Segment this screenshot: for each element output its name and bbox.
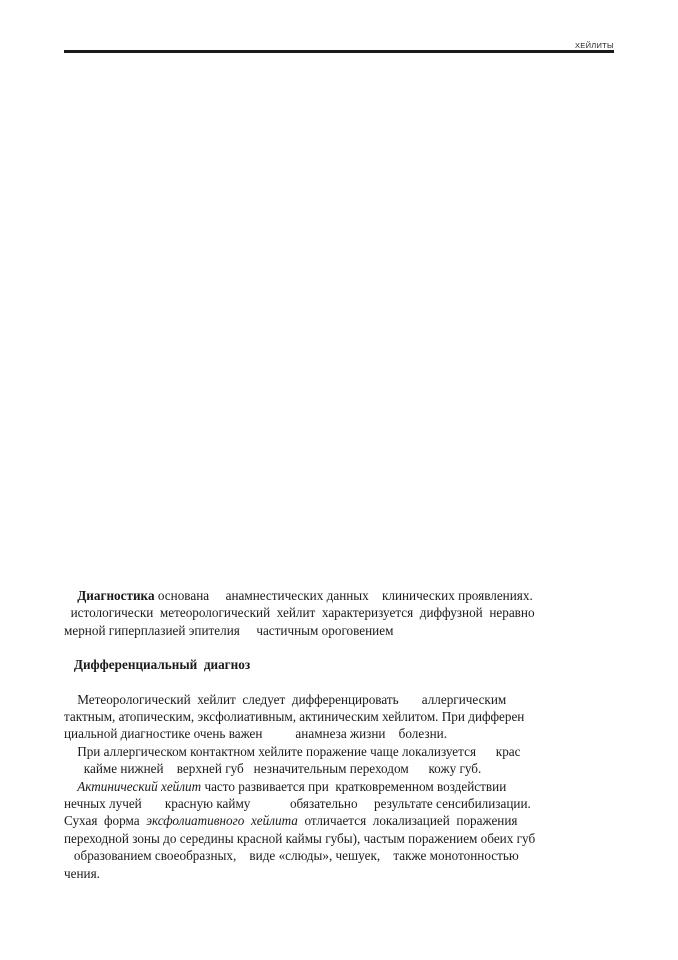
running-head: ХЕЙЛИТЫ (574, 41, 614, 50)
differential-line-10: образованием своеобразных, виде «слюды», чешуек, также монотонностью (64, 848, 519, 864)
differential-line-6 (64, 778, 614, 795)
diagnostics-line-3: мерной гиперплазией эпителия частичным ороговением (64, 622, 394, 638)
differential-line-4: При аллергическом контактном хейлите поражение чаще локализуется крас (64, 743, 521, 759)
differential-line-9: переходной зоны до середины красной каймы губы), частым поражением обеих губ (64, 830, 536, 846)
differential-line-1: Метеорологический хейлит следует дифференцировать аллергическим (64, 691, 507, 707)
differential-line-11: чения. (64, 865, 100, 881)
section-heading-text: Дифференциальный диагноз (73, 657, 251, 673)
differential-line-3: циальной диагностике очень важен анамнеза жизни болезни. (64, 726, 447, 742)
header-rule (64, 50, 614, 53)
differential-line-8-italic: эксфолиативного хейлита (146, 813, 298, 829)
differential-line-8 (64, 812, 614, 829)
diagnostics-bold-lead: Диагностика (77, 588, 155, 603)
diagnostics-line-1-text: основана анамнестических данных клинических проявлениях. (154, 588, 533, 603)
body-text (64, 587, 614, 882)
diagnostics-line-2: истологически метеорологический хейлит характеризуется диффузной неравно (64, 605, 535, 621)
paragraph-gap (64, 674, 614, 691)
section-heading (64, 656, 614, 673)
paragraph-gap (64, 639, 614, 656)
differential-line-7: нечных лучей красную кайму обязательно результате сенсибилизации. (64, 796, 531, 812)
differential-line-8-pre: Сухая форма (64, 813, 147, 829)
differential-line-5: кайме нижней верхней губ незначительным переходом кожу губ. (64, 761, 482, 777)
differential-line-2: тактным, атопическим, эксфолиативным, актиническим хейлитом. При дифферен (64, 709, 525, 725)
diagnostics-line-1 (64, 587, 614, 604)
differential-line-6-italic: Актинический хейлит (64, 778, 202, 794)
differential-line-8-post: отличается локализацией поражения (297, 813, 518, 829)
differential-line-6-text: часто развивается при кратковременном воздействии (201, 778, 507, 794)
